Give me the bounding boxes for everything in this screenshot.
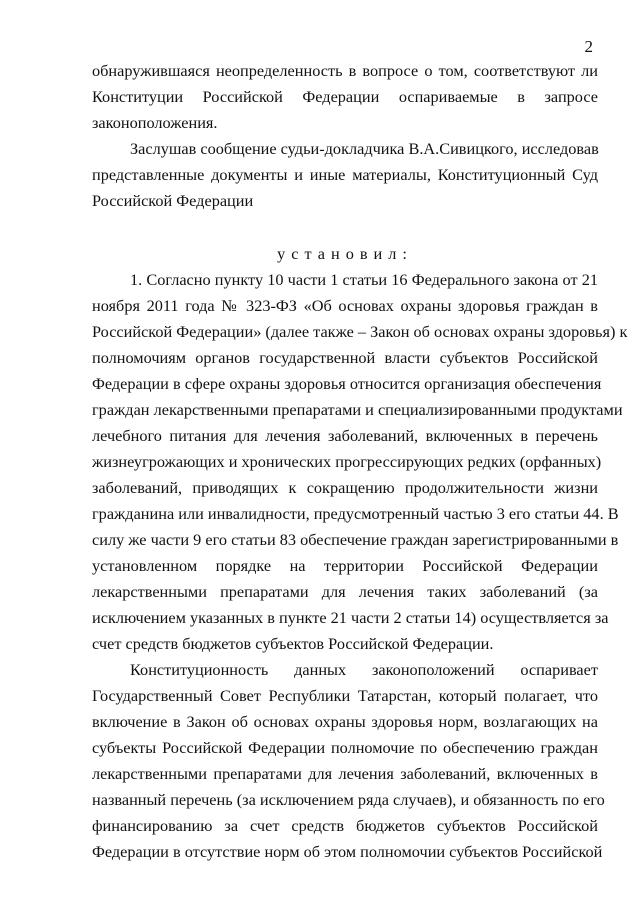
paragraph-line: Конституционность данных законоположений оспаривает: [130, 660, 598, 679]
paragraph-line: включение в Закон об основах охраны здоровья норм, возлагающих на: [92, 712, 598, 731]
paragraph-line: субъекты Российской Федерации полномочие по обеспечению граждан: [92, 738, 598, 757]
paragraph-line: 1. Согласно пункту 10 части 1 статьи 16 Федерального закона от 21: [130, 270, 598, 289]
paragraph-line: Заслушав сообщение судьи-докладчика В.А.Сивицкого, исследовав: [130, 139, 599, 158]
paragraph-line: Конституции Российской Федерации оспариваемые в запросе: [92, 87, 598, 106]
document-body: [92, 58, 628, 865]
paragraph-line: Государственный Совет Республики Татарстан, который полагает, что: [92, 686, 598, 705]
paragraph-line: Российской Федерации» (далее также – Закон об основах охраны здоровья) к: [92, 322, 628, 341]
paragraph-line: Федерации в сфере охраны здоровья относится организация обеспечения: [92, 374, 602, 393]
paragraph-line: лечебного питания для лечения заболеваний, включенных в перечень: [92, 426, 598, 445]
paragraph-line: обнаружившаяся неопределенность в вопросе о том, соответствуют ли: [92, 61, 598, 80]
paragraph-line: лекарственными препаратами для лечения таких заболеваний (за: [92, 582, 598, 601]
paragraph-line: исключением указанных в пункте 21 части 2 статьи 14) осуществляется за: [92, 608, 609, 627]
paragraph-line: представленные документы и иные материалы, Конституционный Суд: [92, 165, 598, 184]
intro-paragraph: [92, 58, 598, 136]
section-2-paragraph: [92, 657, 605, 865]
paragraph-line: Федерации в отсутствие норм об этом полномочии субъектов Российской: [92, 842, 603, 861]
paragraph-line: заболеваний, приводящих к сокращению продолжительности жизни: [92, 478, 598, 497]
paragraph-line: жизнеугрожающих и хронических прогрессирующих редких (орфанных): [92, 452, 602, 471]
spacer: [92, 214, 598, 241]
paragraph-line: названный перечень (за исключением ряда случаев), и обязанность по его: [92, 790, 605, 809]
paragraph-line: ноября 2011 года № 323-ФЗ «Об основах охраны здоровья граждан в: [92, 296, 598, 315]
paragraph-line: граждан лекарственными препаратами и специализированными продуктами: [92, 400, 623, 419]
section-1-paragraph: [92, 267, 628, 657]
paragraph-line: полномочиям органов государственной власти субъектов Российской: [92, 348, 598, 367]
paragraph-line: гражданина или инвалидности, предусмотренный частью 3 его статьи 44. В: [92, 504, 619, 523]
paragraph-line: Российской Федерации: [92, 191, 254, 210]
hearing-paragraph: [92, 136, 598, 214]
section-heading: установил:: [277, 244, 413, 263]
paragraph-line: лекарственными препаратами для лечения заболеваний, включенных в: [92, 764, 598, 783]
paragraph-line: установленном порядке на территории Российской Федерации: [92, 556, 598, 575]
page-number: 2: [584, 37, 593, 56]
paragraph-line: законоположения.: [92, 113, 218, 132]
paragraph-line: финансированию за счет средств бюджетов субъектов Российской: [92, 816, 598, 835]
paragraph-line: счет средств бюджетов субъектов Российской Федерации.: [92, 634, 494, 653]
paragraph-line: силу же части 9 его статьи 83 обеспечение граждан зарегистрированными в: [92, 530, 619, 549]
